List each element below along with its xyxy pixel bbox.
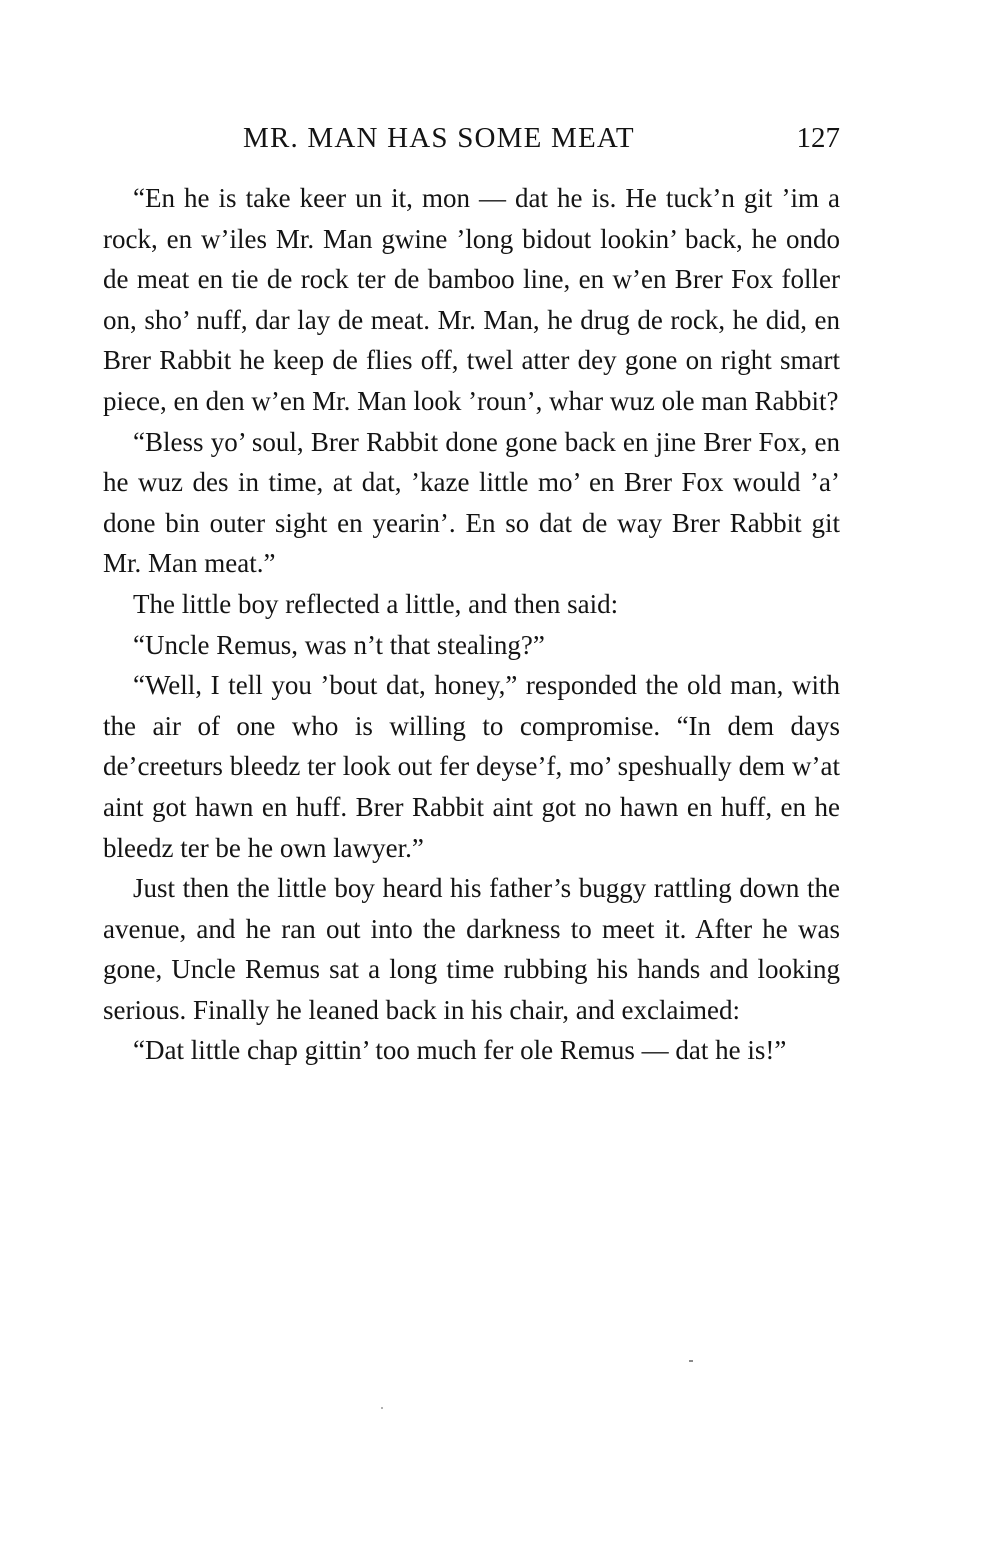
paragraph: “En he is take keer un it, mon — dat he is. He tuck’n git ’im a rock, en w’iles Mr. Man gwine ’long bidout lookin’ back, he ondo de meat en tie de rock ter de bamboo line, en w’en Brer Fox foller on, sho’ nuff, dar lay de meat. Mr. Man, he drug de rock, he did, en Brer Rabbit he keep de flies off, twel atter dey gone on right smart piece, en den w’en Mr. Man look ’roun’, whar wuz ole man Rabbit? bbox=[103, 183, 840, 416]
body-text bbox=[103, 178, 840, 1071]
running-title: MR. MAN HAS SOME MEAT bbox=[243, 122, 635, 154]
paragraph: “Uncle Remus, was n’t that stealing?” bbox=[133, 629, 545, 660]
scan-speck bbox=[689, 1360, 693, 1362]
book-page bbox=[103, 118, 840, 1071]
page-number: 127 bbox=[796, 122, 840, 154]
scan-speck bbox=[381, 1407, 383, 1409]
paragraph: “Dat little chap gittin’ too much fer ole Remus — dat he is!” bbox=[133, 1035, 787, 1066]
paragraph: “Well, I tell you ’bout dat, honey,” responded the old man, with the air of one who is willing to compromise. “In dem days de’creeturs bleedz ter look out fer deyse’f, mo’ speshually dem w’at aint got hawn en huff. Brer Rabbit aint got no hawn en huff, en he bleedz ter be he own lawyer.” bbox=[103, 670, 840, 863]
running-head bbox=[103, 118, 840, 162]
paragraph: “Bless yo’ soul, Brer Rabbit done gone back en jine Brer Fox, en he wuz des in time, at dat, ’kaze little mo’ en Brer Fox would ’a’ done bin outer sight en yearin’. En so dat de way Brer Rabbit git Mr. Man meat.” bbox=[103, 426, 840, 579]
paragraph: Just then the little boy heard his father’s buggy rattling down the avenue, and he ran out into the darkness to meet it. After he was gone, Uncle Remus sat a long time rubbing his hands and looking serious. Finally he leaned back in his chair, and exclaimed: bbox=[103, 873, 840, 1025]
paragraph: The little boy reflected a little, and then said: bbox=[133, 588, 619, 619]
